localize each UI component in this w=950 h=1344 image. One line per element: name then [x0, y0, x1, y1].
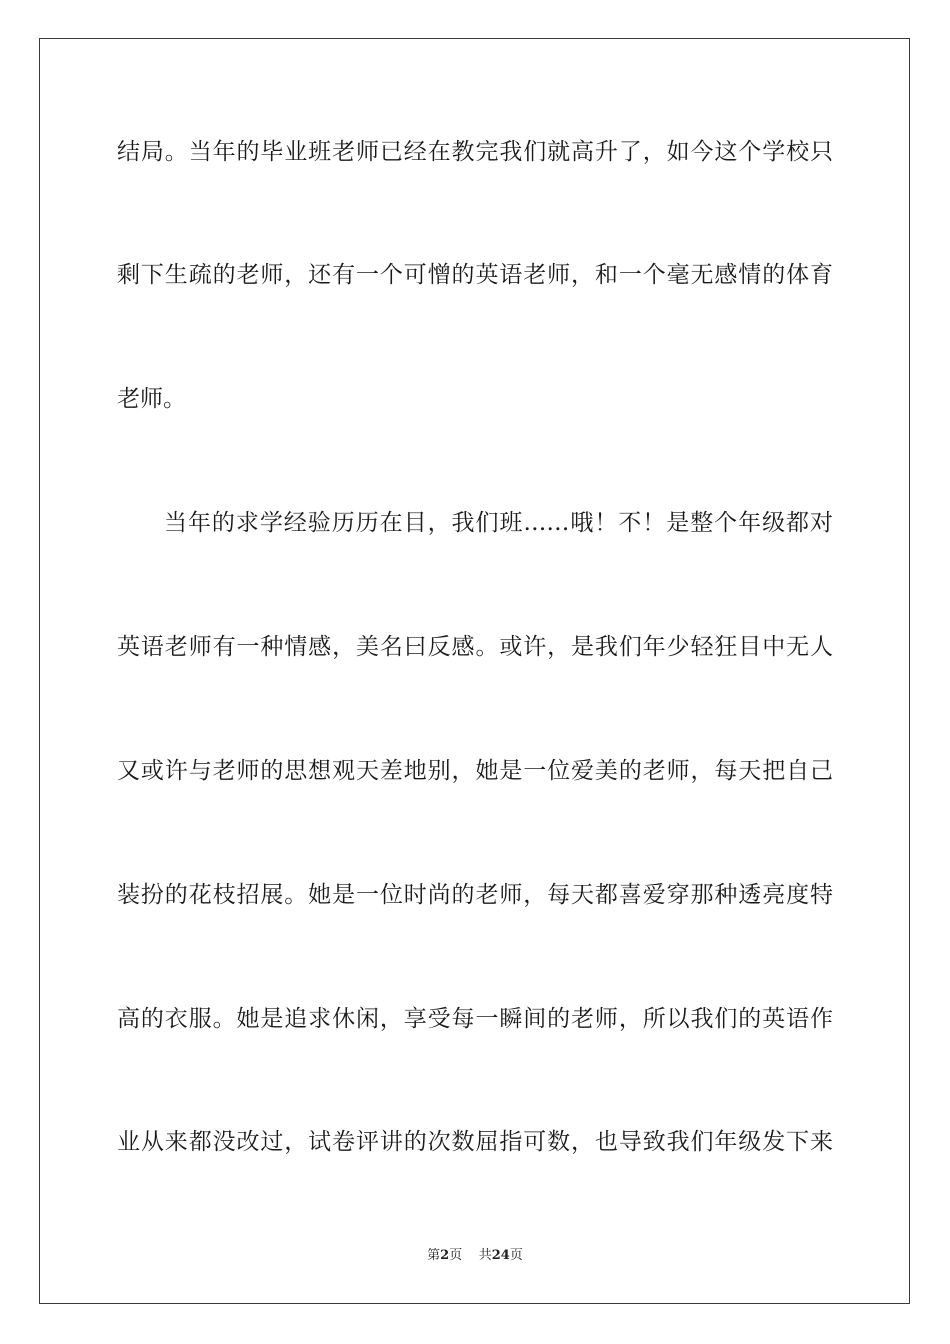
body-text-line: 老师。: [117, 386, 186, 412]
body-text-line: 剩下生疏的老师，还有一个可憎的英语老师，和一个毫无感情的体育: [117, 262, 833, 288]
body-text-line: 装扮的花枝招展。她是一位时尚的老师，每天都喜爱穿那种透亮度特: [117, 882, 833, 908]
page-footer: [0, 1247, 950, 1265]
body-text-line: 高的衣服。她是追求休闲，享受每一瞬间的老师，所以我们的英语作: [117, 1006, 833, 1032]
page-number-label: 第2页: [427, 1248, 463, 1263]
body-text-line: 英语老师有一种情感，美名曰反感。或许，是我们年少轻狂目中无人: [117, 634, 833, 660]
page-border: [39, 38, 910, 1304]
body-text-line: 又或许与老师的思想观天差地别，她是一位爱美的老师，每天把自己: [117, 758, 833, 784]
body-text-line: 业从来都没改过，试卷评讲的次数屈指可数，也导致我们年级发下来: [117, 1129, 833, 1155]
body-text-line: 结局。当年的毕业班老师已经在教完我们就高升了，如今这个学校只: [117, 139, 833, 165]
paragraph-first-line: 当年的求学经验历历在目，我们班……哦！不！是整个年级都对: [164, 510, 833, 536]
total-pages-label: 共24页: [478, 1248, 523, 1263]
